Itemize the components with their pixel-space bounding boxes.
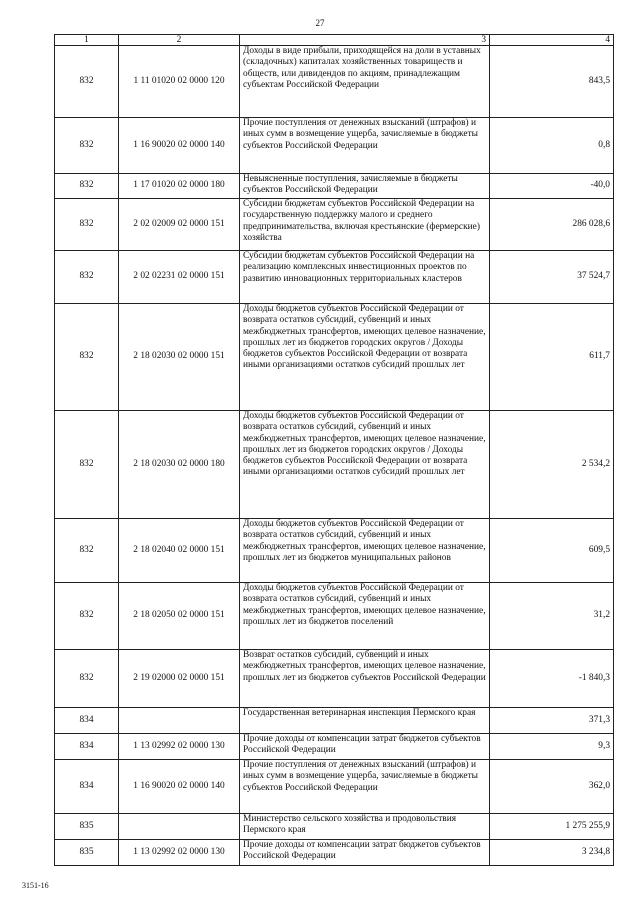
budget-code-cell: 2 19 02000 02 0000 151 (119, 650, 240, 708)
revenue-name-cell: Прочие доходы от компенсации затрат бюджетов субъектов Российской Федерации (240, 840, 490, 866)
admin-code-cell: 832 (55, 304, 119, 411)
revenue-name-cell: Прочие доходы от компенсации затрат бюджетов субъектов Российской Федерации (240, 734, 490, 760)
admin-code-cell: 832 (55, 251, 119, 304)
budget-code-cell: 2 18 02050 02 0000 151 (119, 583, 240, 650)
revenue-name-cell: Невыясненные поступления, зачисляемые в бюджеты субъектов Российской Федерации (240, 174, 490, 199)
budget-code-cell: 2 18 02040 02 0000 151 (119, 519, 240, 583)
table-row (55, 46, 614, 118)
page-number: 27 (315, 18, 325, 28)
budget-code-cell (119, 814, 240, 840)
revenue-name-cell: Прочие поступления от денежных взысканий (штрафов) и иных сумм в возмещение ущерба, зачисляемые в бюджеты субъектов Российской Федерации (240, 118, 490, 174)
amount-cell: 3 234,8 (490, 840, 614, 866)
table-row (55, 199, 614, 251)
table-row (55, 174, 614, 199)
column-header-4: 4 (490, 35, 614, 46)
budget-code-cell: 1 11 01020 02 0000 120 (119, 46, 240, 118)
admin-code-cell: 832 (55, 174, 119, 199)
amount-cell: 286 028,6 (490, 199, 614, 251)
revenue-name-cell: Субсидии бюджетам субъектов Российской Федерации на реализацию комплексных инвестиционных проектов по развитию инновационных территориальных кластеров (240, 251, 490, 304)
revenue-name-cell: Доходы в виде прибыли, приходящейся на доли в уставных (складочных) капиталах хозяйственных товариществ и обществ, или дивидендов по акциям, принадлежащим субъектам Российской Федерации (240, 46, 490, 118)
admin-code-cell: 832 (55, 199, 119, 251)
admin-code-cell: 832 (55, 519, 119, 583)
revenue-name-cell: Доходы бюджетов субъектов Российской Федерации от возврата остатков субсидий, субвенций и иных межбюджетных трансфертов, имеющих целевое назначение, прошлых лет из бюджетов поселений (240, 583, 490, 650)
budget-revenue-table (54, 34, 614, 866)
table-row (55, 760, 614, 814)
table-row (55, 304, 614, 411)
budget-code-cell: 2 02 02009 02 0000 151 (119, 199, 240, 251)
revenue-name-cell: Возврат остатков субсидий, субвенций и иных межбюджетных трансфертов, имеющих целевое назначение, прошлых лет из бюджетов субъектов Российской Федерации (240, 650, 490, 708)
admin-code-cell: 835 (55, 840, 119, 866)
table-header-row (55, 35, 614, 46)
admin-code-cell: 832 (55, 411, 119, 519)
table-row (55, 708, 614, 734)
column-header-2: 2 (119, 35, 240, 46)
table-row (55, 118, 614, 174)
revenue-name-cell: Доходы бюджетов субъектов Российской Федерации от возврата остатков субсидий, субвенций и иных межбюджетных трансфертов, имеющих целевое назначение, прошлых лет из бюджетов городских округов / Доходы бюджетов субъектов Российской Федерации от возврата иными организациями остатков субсидий прошлых лет (240, 304, 490, 411)
admin-code-cell: 834 (55, 760, 119, 814)
table-row (55, 814, 614, 840)
revenue-name-cell: Прочие поступления от денежных взысканий (штрафов) и иных сумм в возмещение ущерба, зачисляемые в бюджеты субъектов Российской Федерации (240, 760, 490, 814)
amount-cell: 2 534,2 (490, 411, 614, 519)
column-header-1: 1 (55, 35, 119, 46)
amount-cell: 371,3 (490, 708, 614, 734)
revenue-name-cell: Доходы бюджетов субъектов Российской Федерации от возврата остатков субсидий, субвенций и иных межбюджетных трансфертов, имеющих целевое назначение, прошлых лет из бюджетов городских округов / Доходы бюджетов субъектов Российской Федерации от возврата иными организациями остатков субсидий прошлых лет (240, 411, 490, 519)
budget-code-cell: 2 18 02030 02 0000 180 (119, 411, 240, 519)
revenue-name-cell: Министерство сельского хозяйства и продовольствия Пермского края (240, 814, 490, 840)
amount-cell: 31,2 (490, 583, 614, 650)
budget-code-cell: 1 16 90020 02 0000 140 (119, 760, 240, 814)
amount-cell: 0,8 (490, 118, 614, 174)
budget-code-cell (119, 708, 240, 734)
document-footer-code: 3151-16 (22, 881, 49, 890)
admin-code-cell: 834 (55, 708, 119, 734)
table-row (55, 734, 614, 760)
amount-cell: 1 275 255,9 (490, 814, 614, 840)
table-row (55, 840, 614, 866)
budget-code-cell: 1 17 01020 02 0000 180 (119, 174, 240, 199)
amount-cell: 9,3 (490, 734, 614, 760)
table-row (55, 519, 614, 583)
admin-code-cell: 835 (55, 814, 119, 840)
revenue-name-cell: Доходы бюджетов субъектов Российской Федерации от возврата остатков субсидий, субвенций и иных межбюджетных трансфертов, имеющих целевое назначение, прошлых лет из бюджетов муниципальных районов (240, 519, 490, 583)
budget-code-cell: 1 13 02992 02 0000 130 (119, 840, 240, 866)
amount-cell: 843,5 (490, 46, 614, 118)
admin-code-cell: 834 (55, 734, 119, 760)
table-row (55, 650, 614, 708)
table-row (55, 583, 614, 650)
amount-cell: 362,0 (490, 760, 614, 814)
admin-code-cell: 832 (55, 583, 119, 650)
budget-code-cell: 2 18 02030 02 0000 151 (119, 304, 240, 411)
revenue-name-cell: Государственная ветеринарная инспекция Пермского края (240, 708, 490, 734)
column-header-3: 3 (240, 35, 490, 46)
table-row (55, 411, 614, 519)
revenue-name-cell: Субсидии бюджетам субъектов Российской Федерации на государственную поддержку малого и среднего предпринимательства, включая крестьянские (фермерские) хозяйства (240, 199, 490, 251)
amount-cell: 37 524,7 (490, 251, 614, 304)
admin-code-cell: 832 (55, 46, 119, 118)
admin-code-cell: 832 (55, 118, 119, 174)
amount-cell: -1 840,3 (490, 650, 614, 708)
budget-code-cell: 1 13 02992 02 0000 130 (119, 734, 240, 760)
amount-cell: -40,0 (490, 174, 614, 199)
admin-code-cell: 832 (55, 650, 119, 708)
amount-cell: 609,5 (490, 519, 614, 583)
amount-cell: 611,7 (490, 304, 614, 411)
budget-code-cell: 1 16 90020 02 0000 140 (119, 118, 240, 174)
budget-code-cell: 2 02 02231 02 0000 151 (119, 251, 240, 304)
table-row (55, 251, 614, 304)
